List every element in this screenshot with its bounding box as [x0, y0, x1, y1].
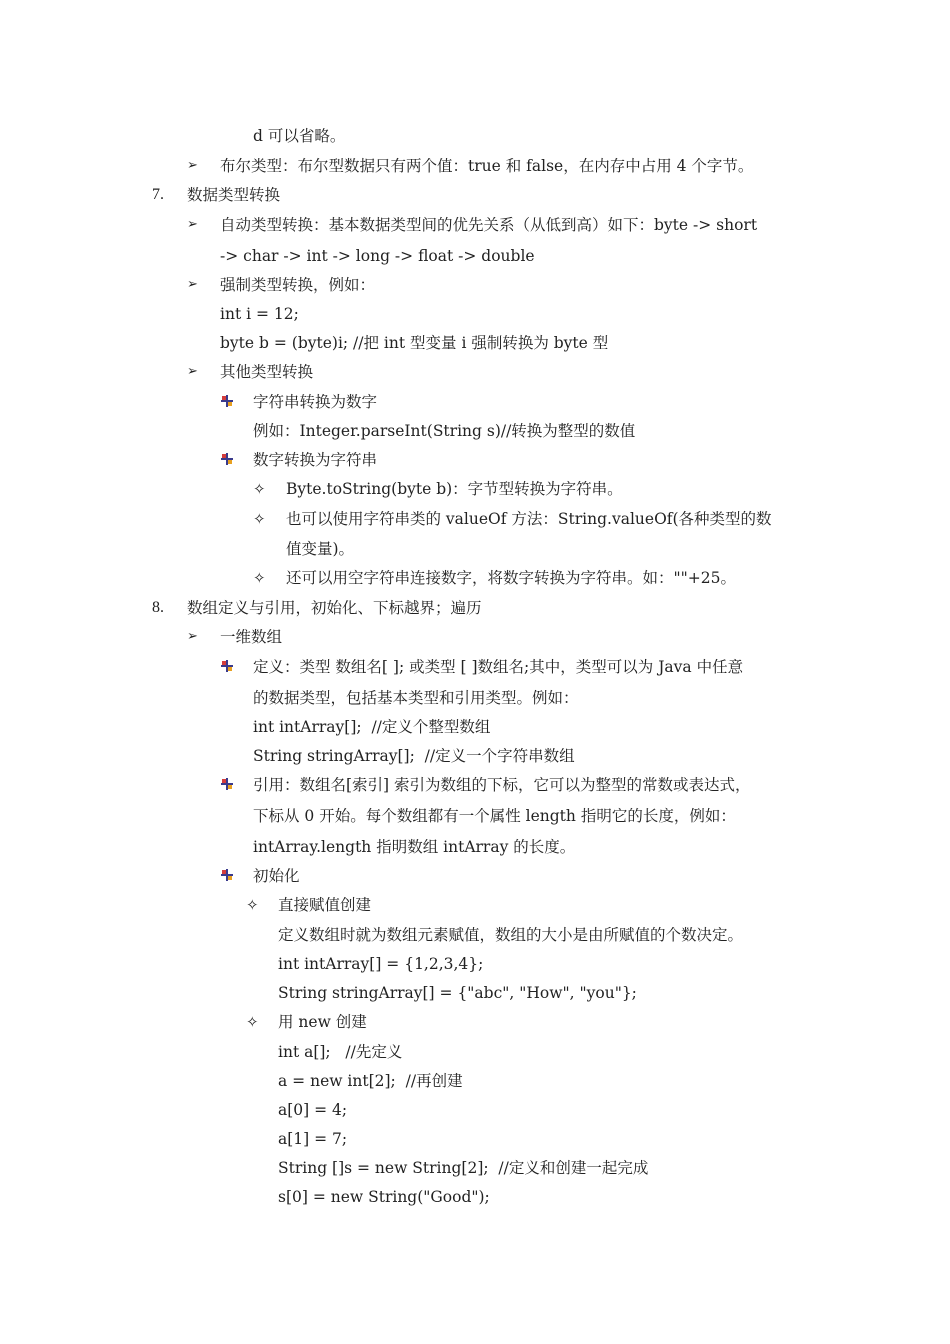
line-text: 其他类型转换 [220, 363, 314, 381]
line-text: 的数据类型，包括基本类型和引用类型。例如： [253, 689, 579, 707]
line-text: 自动类型转换：基本数据类型间的优先关系（从低到高）如下：byte -> short [220, 216, 758, 234]
line-text: 例如：Integer.parseInt(String s)//转换为整型的数值 [253, 422, 636, 440]
line-text: int intArray[]; //定义个整型数组 [253, 718, 491, 736]
line-text: a[0] = 4; [278, 1101, 348, 1119]
line-text: String []s = new String[2]; //定义和创建一起完成 [278, 1159, 649, 1177]
arrow-bullet-icon: ➢ [187, 158, 198, 173]
line-text: 下标从 0 开始。每个数组都有一个属性 length 指明它的长度，例如： [253, 807, 736, 825]
diamond-bullet-icon: ✧ [253, 510, 266, 528]
line-text: 还可以用空字符串连接数字，将数字转换为字符串。如：""+25。 [286, 569, 736, 587]
line-text: -> char -> int -> long -> float -> double [220, 247, 535, 265]
line-text: Byte.toString(byte b)：字节型转换为字符串。 [286, 480, 623, 498]
line-text: 初始化 [253, 867, 300, 885]
line-text: int i = 12; [220, 305, 299, 323]
line-text: a = new int[2]; //再创建 [278, 1072, 463, 1090]
list-number: 8. [152, 599, 164, 616]
line-text: intArray.length 指明数组 intArray 的长度。 [253, 838, 576, 856]
line-text: d 可以省略。 [253, 127, 346, 145]
list-number: 7. [152, 186, 164, 203]
flag-icon [220, 659, 234, 673]
line-text: s[0] = new String("Good"); [278, 1188, 490, 1206]
diamond-bullet-icon: ✧ [246, 1013, 259, 1031]
line-text: 定义：类型 数组名[ ]; 或类型 [ ]数组名;其中，类型可以为 Java 中任意 [253, 658, 744, 676]
diamond-bullet-icon: ✧ [253, 569, 266, 587]
line-text: int a[]; //先定义 [278, 1043, 403, 1061]
arrow-bullet-icon: ➢ [187, 217, 198, 232]
line-text: byte b = (byte)i; //把 int 型变量 i 强制转换为 byte 型 [220, 334, 609, 352]
line-text: String stringArray[]; //定义一个字符串数组 [253, 747, 575, 765]
line-text: 直接赋值创建 [278, 896, 372, 914]
line-text: a[1] = 7; [278, 1130, 348, 1148]
line-text: 数字转换为字符串 [253, 451, 378, 469]
line-text: 数组定义与引用，初始化、下标越界；遍历 [187, 599, 482, 617]
flag-icon [220, 394, 234, 408]
line-text: 强制类型转换，例如： [220, 276, 376, 294]
line-text: 字符串转换为数字 [253, 393, 378, 411]
flag-icon [220, 452, 234, 466]
line-text: 布尔类型：布尔型数据只有两个值：true 和 false，在内存中占用 4 个字节。 [220, 157, 754, 175]
line-text: 定义数组时就为数组元素赋值，数组的大小是由所赋值的个数决定。 [278, 926, 744, 944]
line-text: 一维数组 [220, 628, 283, 646]
line-text: 引用：数组名[索引] 索引为数组的下标，它可以为整型的常数或表达式， [253, 776, 751, 794]
line-text: 也可以使用字符串类的 valueOf 方法：String.valueOf(各种类型的数 [286, 510, 772, 528]
line-text: String stringArray[] = {"abc", "How", "you"}; [278, 984, 637, 1002]
arrow-bullet-icon: ➢ [187, 277, 198, 292]
arrow-bullet-icon: ➢ [187, 364, 198, 379]
diamond-bullet-icon: ✧ [246, 896, 259, 914]
diamond-bullet-icon: ✧ [253, 480, 266, 498]
flag-icon [220, 868, 234, 882]
arrow-bullet-icon: ➢ [187, 629, 198, 644]
line-text: 数据类型转换 [187, 186, 281, 204]
line-text: int intArray[] = {1,2,3,4}; [278, 955, 484, 973]
flag-icon [220, 777, 234, 791]
line-text: 用 new 创建 [278, 1013, 367, 1031]
line-text: 值变量)。 [286, 540, 355, 558]
